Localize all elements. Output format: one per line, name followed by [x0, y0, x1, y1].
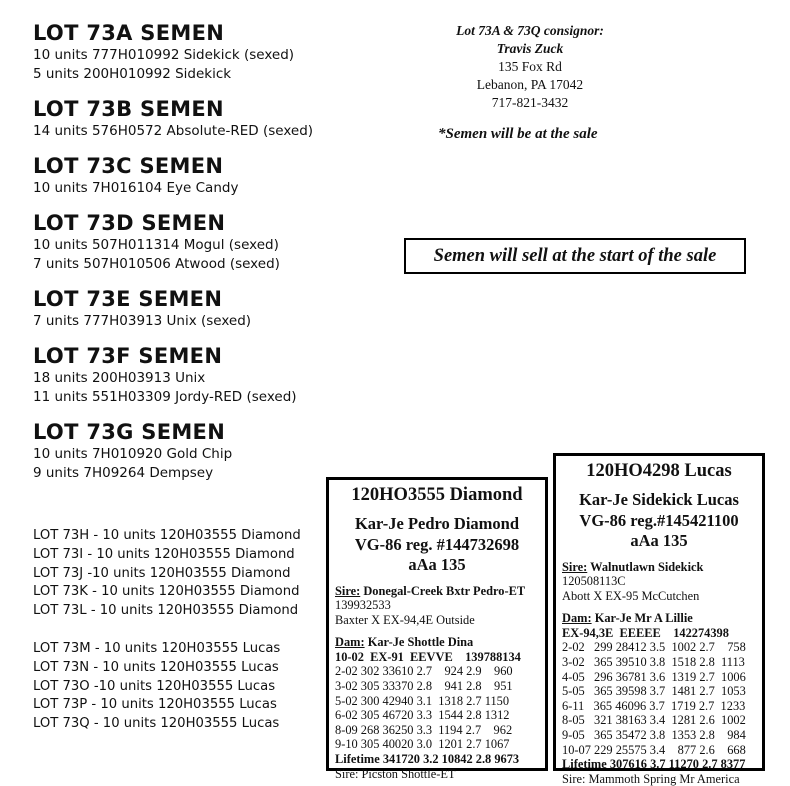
record-row: 2-02 299 28412 3.5 1002 2.7 758: [562, 640, 746, 655]
lot-line: 10 units 507H011314 Mogul (sexed): [33, 237, 279, 253]
lucas-lot-list: [33, 640, 280, 734]
lot-line: 10 units 7H010920 Gold Chip: [33, 446, 233, 462]
semen-note: *Semen will be at the sale: [438, 126, 598, 142]
list-item: LOT 73M - 10 units 120H03555 Lucas: [33, 641, 281, 656]
lot-title: LOT 73C SEMEN: [33, 154, 224, 178]
sire-info: Baxter X EX-94,4E Outside: [335, 612, 475, 627]
lot-line: 9 units 7H09264 Dempsey: [33, 465, 214, 481]
list-item: LOT 73K - 10 units 120H03555 Diamond: [33, 584, 300, 600]
consignor-name: Travis Zuck: [496, 41, 564, 56]
sire-section: [562, 560, 756, 604]
record-row: 3-02 305 33370 2.8 941 2.8 951: [335, 679, 513, 694]
lot-line: 10 units 777H010992 Sidekick (sexed): [33, 47, 295, 63]
bull-name: Kar-Je Pedro Diamond: [354, 514, 520, 533]
lot-title: LOT 73B SEMEN: [33, 97, 224, 121]
dam-section: [335, 635, 539, 781]
lot-title: LOT 73E SEMEN: [33, 287, 223, 311]
lot-73b: [33, 96, 393, 141]
list-item: LOT 73Q - 10 units 120H03555 Lucas: [33, 716, 280, 732]
dam-section: [562, 611, 756, 786]
dam-classification: EX-94,3E EEEEE 142274398: [562, 625, 729, 640]
record-row: 3-02 365 39510 3.8 1518 2.8 1113: [562, 655, 745, 670]
lot-title: LOT 73D SEMEN: [33, 211, 226, 235]
sire-name: Donegal-Creek Bxtr Pedro-ET: [360, 583, 526, 598]
lot-73d: [33, 210, 393, 274]
dam-label: Dam:: [335, 635, 365, 650]
sire-section: [335, 584, 539, 628]
sire-label: Sire:: [335, 583, 361, 598]
consignor-info: [430, 22, 630, 112]
dam-sire: Sire: Picston Shottle-ET: [335, 766, 456, 781]
list-item: LOT 73H - 10 units 120H03555 Diamond: [33, 528, 301, 543]
lot-73e: [33, 286, 393, 331]
lot-line: 10 units 7H016104 Eye Candy: [33, 180, 239, 196]
list-item: LOT 73J -10 units 120H03555 Diamond: [33, 565, 291, 581]
lifetime-row: Lifetime 307616 3.7 11270 2.7 8377: [562, 757, 746, 772]
diamond-lot-list: [33, 527, 301, 621]
lot-73c: [33, 153, 393, 198]
record-row: 10-07 229 25575 3.4 877 2.6 668: [562, 742, 746, 757]
record-row: 9-10 305 40020 3.0 1201 2.7 1067: [335, 737, 510, 752]
sire-info: Abott X EX-95 McCutchen: [562, 588, 700, 603]
record-row: 8-09 268 36250 3.3 1194 2.7 962: [335, 722, 513, 737]
lot-line: 7 units 777H03913 Unix (sexed): [33, 313, 252, 329]
record-row: 5-05 365 39598 3.7 1481 2.7 1053: [562, 684, 746, 699]
sire-code: 120HO4298 Lucas: [586, 461, 732, 481]
consignor-city: Lebanon, PA 17042: [476, 77, 584, 92]
list-item: LOT 73O -10 units 120H03555 Lucas: [33, 678, 276, 694]
sire-reg: 120508113C: [562, 574, 626, 589]
dam-name: Kar-Je Shottle Dina: [364, 635, 474, 650]
record-row: 6-11 365 46096 3.7 1719 2.7 1233: [562, 698, 746, 713]
dam-sire: Sire: Mammoth Spring Mr America: [562, 771, 740, 786]
record-row: 9-05 365 35472 3.8 1353 2.8 984: [562, 728, 746, 743]
lot-line: 14 units 576H0572 Absolute-RED (sexed): [33, 123, 314, 139]
lot-list: [33, 20, 393, 495]
dam-classification: 10-02 EX-91 EEVVE 139788134: [335, 649, 521, 664]
bull-classification: VG-86 reg.#145421100: [579, 510, 739, 530]
record-row: 8-05 321 38163 3.4 1281 2.6 1002: [562, 713, 746, 728]
lot-73a: [33, 20, 393, 84]
lot-73f: [33, 343, 393, 407]
list-item: LOT 73P - 10 units 120H03555 Lucas: [33, 697, 277, 713]
record-row: 6-02 305 46720 3.3 1544 2.8 1312: [335, 708, 510, 723]
bull-aaa: aAa 135: [408, 555, 466, 574]
bull-classification: VG-86 reg. #144732698: [354, 534, 520, 554]
consignor-phone: 717-821-3432: [491, 95, 569, 110]
lot-line: 5 units 200H010992 Sidekick: [33, 66, 232, 82]
consignor-street: 135 Fox Rd: [498, 59, 562, 74]
sire-code: 120HO3555 Diamond: [351, 485, 523, 505]
lot-title: LOT 73G SEMEN: [33, 420, 226, 444]
sire-name: Walnutlawn Sidekick: [587, 559, 704, 574]
dam-label: Dam:: [562, 611, 592, 626]
lot-line: 18 units 200H03913 Unix: [33, 370, 206, 386]
diamond-pedigree-box: [326, 477, 548, 781]
lot-title: LOT 73A SEMEN: [33, 21, 225, 45]
consignor-heading: Lot 73A & 73Q consignor:: [456, 23, 604, 38]
dam-name: Kar-Je Mr A Lillie: [591, 611, 693, 626]
record-row: 4-05 296 36781 3.6 1319 2.7 1006: [562, 669, 746, 684]
lot-line: 11 units 551H03309 Jordy-RED (sexed): [33, 389, 297, 405]
lot-title: LOT 73F SEMEN: [33, 344, 223, 368]
record-row: 5-02 300 42940 3.1 1318 2.7 1150: [335, 693, 510, 708]
list-item: LOT 73I - 10 units 120H03555 Diamond: [33, 546, 295, 562]
lot-line: 7 units 507H010506 Atwood (sexed): [33, 256, 280, 272]
sale-banner: Semen will sell at the start of the sale: [404, 238, 746, 274]
lifetime-row: Lifetime 341720 3.2 10842 2.8 9673: [335, 752, 520, 767]
list-item: LOT 73N - 10 units 120H03555 Lucas: [33, 659, 279, 675]
lot-73g: [33, 419, 393, 483]
sire-label: Sire:: [562, 559, 588, 574]
lucas-pedigree-box: [553, 453, 765, 786]
sire-reg: 139932533: [335, 598, 391, 613]
record-row: 2-02 302 33610 2.7 924 2.9 960: [335, 664, 513, 679]
bull-aaa: aAa 135: [630, 531, 688, 550]
bull-name: Kar-Je Sidekick Lucas: [579, 490, 739, 509]
list-item: LOT 73L - 10 units 120H03555 Diamond: [33, 603, 299, 619]
